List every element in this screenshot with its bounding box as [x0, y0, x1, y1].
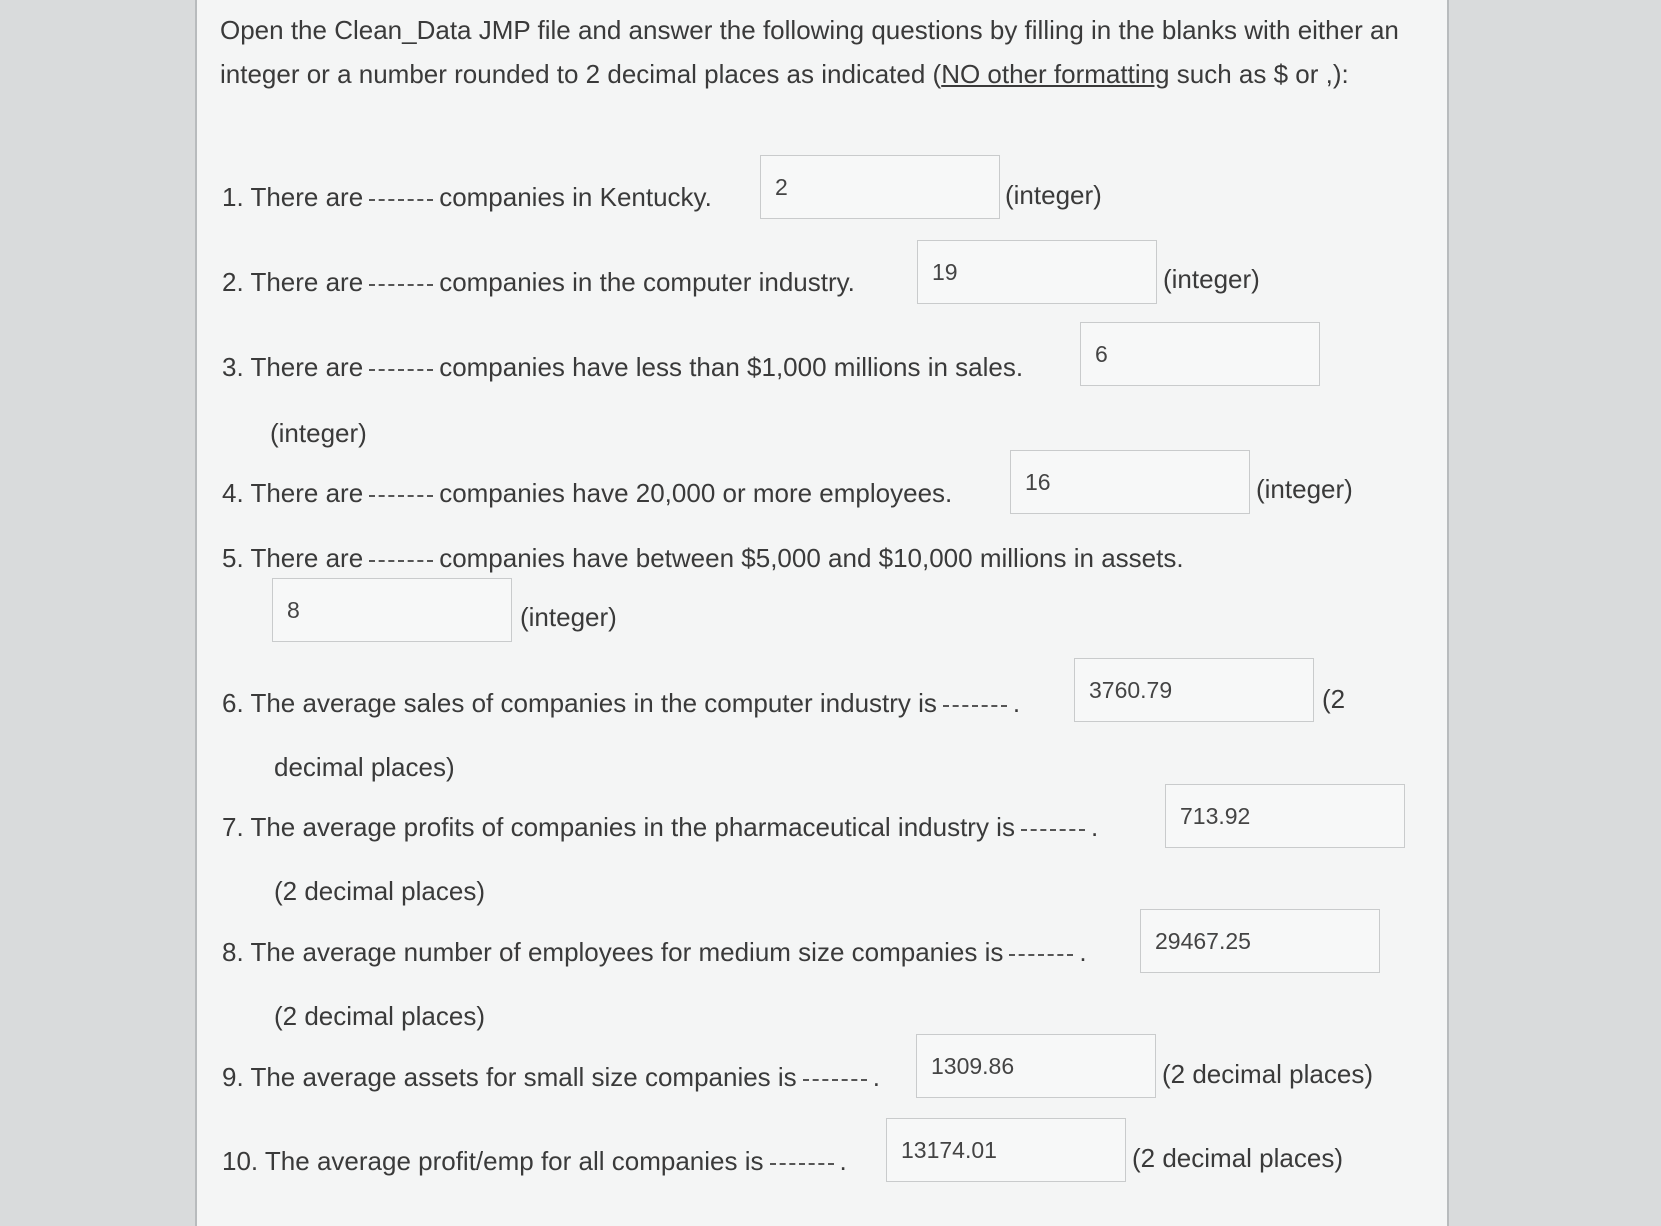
answer-format-note: (2 decimal places) — [274, 1001, 485, 1031]
question-text-after: . — [1090, 812, 1099, 842]
question-8 — [222, 937, 1087, 968]
question-3 — [222, 352, 1023, 383]
answer-format-note: (2 decimal places) — [1132, 1143, 1343, 1173]
answer-format-note: (integer) — [1005, 180, 1102, 210]
instructions-emphasis: NO other formatting — [941, 59, 1170, 89]
question-text-after: companies have 20,000 or more employees. — [439, 478, 953, 508]
question-text-after: . — [1079, 937, 1087, 967]
blank-line — [770, 1161, 834, 1165]
question-text-after: . — [1012, 688, 1021, 718]
answer-input-2[interactable]: 19 — [917, 240, 1157, 304]
answer-format-note: (integer) — [270, 418, 367, 448]
question-7 — [222, 812, 1098, 843]
question-number: 6. — [222, 688, 244, 718]
question-text: The average number of employees for medium size companies is — [250, 937, 1004, 967]
blank-line — [369, 282, 433, 286]
question-1 — [222, 182, 712, 213]
answer-input-1[interactable]: 2 — [760, 155, 1000, 219]
question-number: 4. — [222, 478, 244, 508]
question-text-after: companies have between $5,000 and $10,000 millions in assets. — [439, 543, 1184, 573]
question-10 — [222, 1146, 847, 1177]
question-number: 7. — [222, 812, 244, 842]
question-text: The average assets for small size companies is — [250, 1062, 797, 1092]
question-2 — [222, 267, 855, 298]
question-number: 3. — [222, 352, 244, 382]
question-text-after: . — [839, 1146, 847, 1176]
blank-line — [803, 1077, 867, 1081]
answer-input-5[interactable]: 8 — [272, 578, 512, 642]
answer-format-note: (integer) — [1163, 264, 1260, 294]
answer-input-3[interactable]: 6 — [1080, 322, 1320, 386]
question-9 — [222, 1062, 880, 1093]
answer-format-note: (integer) — [520, 602, 617, 632]
question-6 — [222, 688, 1020, 719]
answer-format-note: (integer) — [1256, 474, 1353, 504]
answer-format-note: (2 — [1322, 684, 1346, 714]
question-number: 5. — [222, 543, 244, 573]
question-text-after: companies in the computer industry. — [439, 267, 855, 297]
answer-input-7[interactable]: 713.92 — [1165, 784, 1405, 848]
answer-input-4[interactable]: 16 — [1010, 450, 1250, 514]
blank-line — [369, 493, 433, 497]
question-5 — [222, 543, 1184, 574]
question-number: 1. — [222, 182, 244, 212]
blank-line — [1021, 827, 1085, 831]
question-text: There are — [250, 267, 364, 297]
question-number: 9. — [222, 1062, 244, 1092]
answer-input-6[interactable]: 3760.79 — [1074, 658, 1314, 722]
question-number: 10. — [222, 1146, 259, 1176]
instructions-text: Open the Clean_Data JMP file and answer the following questions by filling in the blanks with either an integer or a number rounded to 2 decimal places as indicated ( — [220, 15, 1399, 89]
blank-line — [369, 367, 433, 371]
answer-input-9[interactable]: 1309.86 — [916, 1034, 1156, 1098]
blank-line — [369, 197, 433, 201]
question-text: There are — [250, 543, 364, 573]
instructions-text-end: such as $ or ,): — [1169, 59, 1349, 89]
answer-format-note: (2 decimal places) — [1162, 1059, 1373, 1089]
question-text: There are — [250, 182, 364, 212]
question-text-after: companies have less than $1,000 millions in sales. — [439, 352, 1024, 382]
answer-input-10[interactable]: 13174.01 — [886, 1118, 1126, 1182]
question-text: There are — [250, 352, 364, 382]
answer-format-note-continued: decimal places) — [274, 752, 455, 782]
question-text: The average sales of companies in the computer industry is — [250, 688, 937, 718]
blank-line — [943, 703, 1007, 707]
answer-input-8[interactable]: 29467.25 — [1140, 909, 1380, 973]
question-text-after: . — [872, 1062, 880, 1092]
question-text-after: companies in Kentucky. — [439, 182, 712, 212]
question-4 — [222, 478, 952, 509]
question-number: 8. — [222, 937, 244, 967]
question-text: The average profits of companies in the pharmaceutical industry is — [250, 812, 1015, 842]
question-text: The average profit/emp for all companies is — [264, 1146, 764, 1176]
question-text: There are — [250, 478, 364, 508]
blank-line — [369, 558, 433, 562]
instructions — [220, 8, 1400, 96]
blank-line — [1009, 952, 1073, 956]
question-number: 2. — [222, 267, 244, 297]
answer-format-note: (2 decimal places) — [274, 876, 485, 906]
